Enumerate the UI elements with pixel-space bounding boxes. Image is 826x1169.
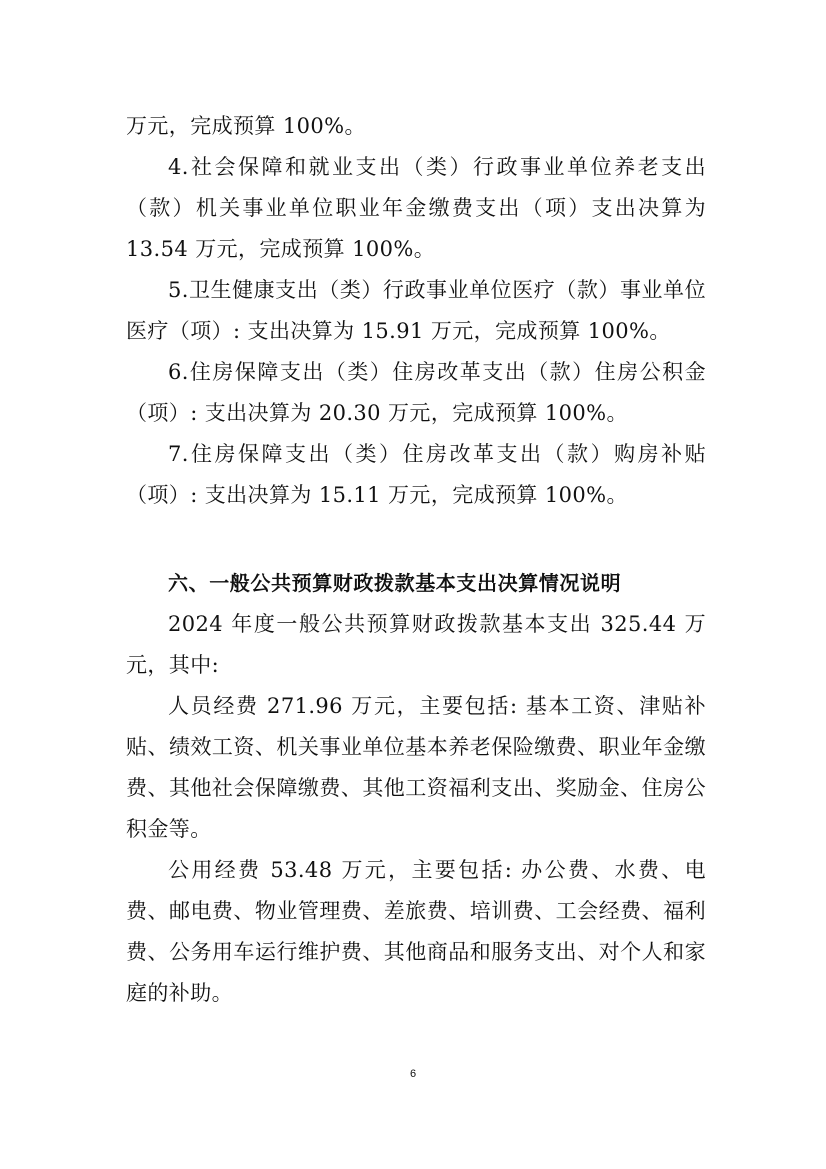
section-heading: 六、一般公共预算财政拨款基本支出决算情况说明 [168,571,622,595]
personnel-expenses-paragraph: 人员经费 271.96 万元，主要包括: 基本工资、津贴补贴、绩效工资、机关事业单位基本养老保险缴费、职业年金缴费、其他社会保障缴费、其他工资福利支出、奖励金、住房公积金等。 [126,694,706,841]
paragraph-item-6: 6.住房保障支出（类）住房改革支出（款）住房公积金（项）: 支出决算为 20.30 万元，完成预算 100%。 [126,360,706,425]
paragraph-item-5: 5.卫生健康支出（类）行政事业单位医疗（款）事业单位医疗（项）: 支出决算为 15.91 万元，完成预算 100%。 [126,278,706,343]
paragraph-continuation: 万元，完成预算 100%。 [126,114,366,138]
public-expenses-paragraph: 公用经费 53.48 万元，主要包括: 办公费、水费、电费、邮电费、物业管理费、差旅费、培训费、工会经费、福利费、公务用车运行维护费、其他商品和服务支出、对个人和家庭的补助。 [126,858,706,1005]
section-intro: 2024 年度一般公共预算财政拨款基本支出 325.44 万元，其中: [126,612,706,677]
page-number: 6 [409,1068,417,1080]
paragraph-item-4: 4.社会保障和就业支出（类）行政事业单位养老支出（款）机关事业单位职业年金缴费支出（项）支出决算为 13.54 万元，完成预算 100%。 [126,155,706,261]
paragraph-item-7: 7.住房保障支出（类）住房改革支出（款）购房补贴（项）: 支出决算为 15.11 万元，完成预算 100%。 [126,442,706,507]
